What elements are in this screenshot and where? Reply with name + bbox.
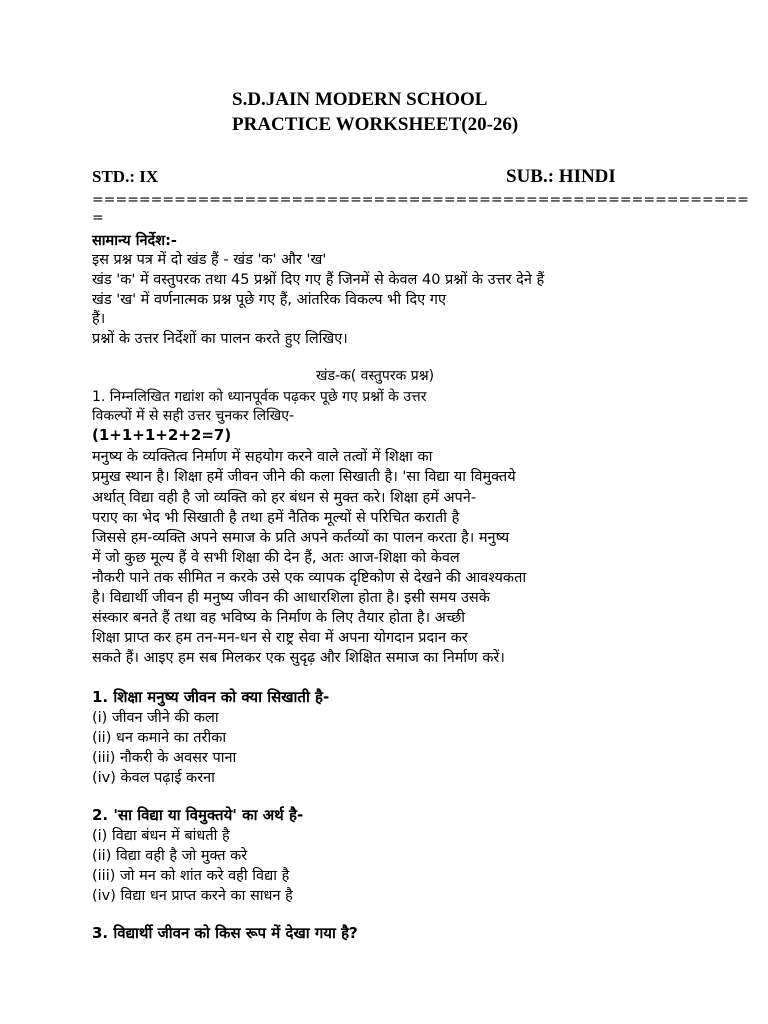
passage-line: सकते हैं। आइए हम सब मिलकर एक सुदृढ़ और शिक्षित समाज का निर्माण करें।	[92, 650, 505, 666]
marks-distribution: (1+1+1+2+2=7)	[92, 426, 232, 444]
subject-label: SUB.: HINDI	[506, 166, 616, 187]
instruction-line: खंड 'ख' में वर्णनात्मक प्रश्न पूछे गए हैं, आंतरिक विकल्प भी दिए गए	[92, 292, 446, 308]
question-2-option: (iii) जो मन को शांत करे वही विद्या है	[92, 868, 290, 884]
worksheet-title: PRACTICE WORKSHEET(20-26)	[232, 114, 519, 135]
question-1-option: (ii) धन कमाने का तरीका	[92, 730, 227, 746]
instruction-line: खंड 'क' में वस्तुपरक तथा‍ 45 प्रश्नों दिए‍ गए हैं जिनमें से केवल 40 प्रश्नों के उत्तर देने हैं	[92, 272, 545, 288]
passage-line: संस्कार बनते हैं तथा वह भविष्य के निर्माण के लिए तैयार होता है। अच्छी	[92, 610, 466, 626]
passage-line: नौकरी पाने तक सीमित न करके उसे एक व्यापक दृष्टिकोण से देखने की आवश्यकता	[92, 570, 527, 586]
passage-line: मनुष्य के व्यक्तित्व निर्माण में सहयोग करने वाले तत्वों में शिक्षा का	[92, 449, 433, 465]
question-1: 1. शिक्षा मनुष्य जीवन को क्या सिखाती है-	[92, 688, 330, 706]
section-title: खंड-क( वस्तुपरक प्रश्न)	[316, 368, 435, 384]
separator-rule: ========================================================	[92, 192, 749, 208]
question-2-option: (iv) विद्या धन प्राप्त करने का साधन है	[92, 888, 293, 904]
passage-line: शिक्षा प्राप्त कर हम तन-मन-धन से राष्ट्र सेवा में अपना योगदान प्रदान कर	[92, 630, 468, 646]
question-intro-cont: विकल्पों में से सही उत्तर चुनकर लिखिए-	[92, 408, 295, 424]
question-2-option: (ii) विद्या वही है जो मुक्त करे	[92, 848, 248, 864]
passage-line: में जो कुछ मूल्य हैं वे सभी शिक्षा की देन हैं, अतः आज-शिक्षा को केवल	[92, 550, 460, 566]
instruction-line: इस प्रश्न पत्र में दो खंड हैं - खंड 'क' और 'ख'	[92, 252, 327, 268]
passage-line: जिससे हम-व्यक्ति अपने समाज के प्रति अपने कर्तव्यों का पालन करता है। मनुष्य	[92, 530, 510, 546]
question-intro: 1. निम्नलिखित गद्यांश को ध्यानपूर्वक पढ़कर पूछे गए प्रश्नों के उत्तर	[92, 389, 427, 405]
school-name: S.D.JAIN MODERN SCHOOL	[232, 89, 488, 110]
passage-line: पराए का भेद भी सिखाती है तथा हमें नैतिक मूल्यों से परिचित कराती है	[92, 510, 460, 526]
separator-rule-end: =	[92, 210, 104, 226]
passage-line: है। विद्यार्थी जीवन ही मनुष्य जीवन की आधारशिला होता है। इसी समय उसके	[92, 590, 490, 606]
question-1-option: (iii) नौकरी के अवसर पाना	[92, 750, 237, 766]
question-1-option: (i) जीवन जीने की कला	[92, 710, 219, 726]
instruction-line: प्रश्नों के उत्तर निर्देशों का पालन करते हुए लिखिए।	[92, 331, 348, 347]
passage-line: अर्थात् विद्या वही है जो व्यक्ति को हर बंधन से मुक्त करे। शिक्षा हमें अपने-	[92, 490, 477, 506]
question-3: 3. विद्यार्थी जीवन को किस रूप में देखा गया है?	[92, 924, 358, 942]
question-2: 2. 'सा विद्या या विमुक्तये' का अर्थ है-	[92, 806, 304, 824]
std-label: STD.: IX	[92, 167, 159, 186]
passage-line: प्रमुख स्थान है। शिक्षा हमें जीवन जीने की कला सिखाती है। 'सा विद्या या विमुक्तये	[92, 469, 516, 485]
instruction-line: हैं।	[92, 311, 106, 327]
question-2-option: (i) विद्या बंधन में बांधती है	[92, 828, 230, 844]
question-1-option: (iv) केवल पढ़ाई करना	[92, 770, 215, 786]
instructions-heading: सामान्य निर्देश:-	[92, 233, 177, 249]
